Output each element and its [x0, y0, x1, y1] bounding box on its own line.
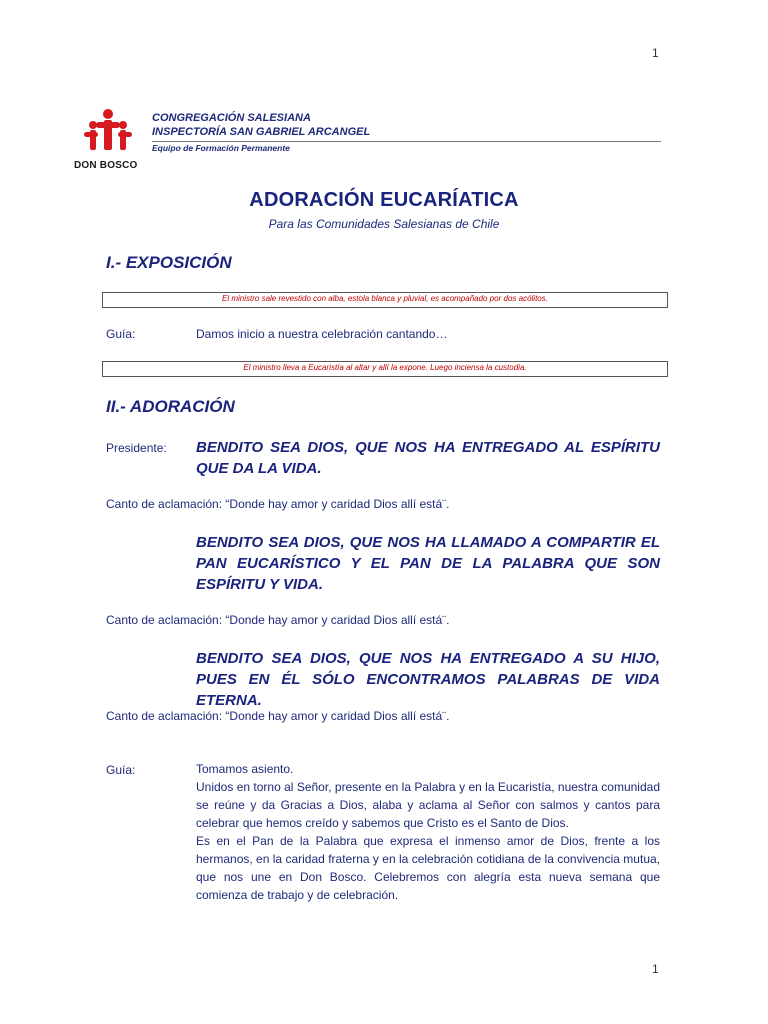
- guide-label-1: Guía:: [106, 327, 136, 341]
- header-line-1: CONGREGACIÓN SALESIANA: [152, 112, 311, 124]
- rubric-text-1: El ministro sale revestido con alba, estola blanca y pluvial, es acompañado por dos acólitos.: [222, 294, 548, 303]
- header-line-3: Equipo de Formación Permanente: [152, 143, 290, 153]
- page-number-top: 1: [652, 46, 659, 60]
- acclamation-3: Canto de aclamación: “Donde hay amor y caridad Dios allí está¨.: [106, 709, 450, 723]
- guide-paragraph-2: Es en el Pan de la Palabra que expresa el inmenso amor de Dios, frente a los hermanos, en la caridad fraterna y en la celebración cotidiana de la convivencia mutua, que nos une en Don Bosco. Celebremos con alegría esta nueva semana que comienza de trabajo y de celebración.: [196, 834, 660, 902]
- blessing-1: BENDITO SEA DIOS, QUE NOS HA ENTREGADO AL ESPÍRITU QUE DA LA VIDA.: [196, 439, 660, 477]
- page-subtitle: Para las Comunidades Salesianas de Chile: [268, 217, 500, 231]
- rubric-text-2: El ministro lleva a Eucaristía al altar y allí la expone. Luego inciensa la custodia.: [243, 363, 527, 372]
- section-1-heading: I.- EXPOSICIÓN: [106, 253, 232, 272]
- guide-block-2: [196, 760, 660, 904]
- acclamation-1: Canto de aclamación: “Donde hay amor y caridad Dios allí está¨.: [106, 497, 450, 511]
- don-bosco-logo: [74, 108, 144, 171]
- guide-paragraph-1: Unidos en torno al Señor, presente en la Palabra y en la Eucaristía, nuestra comunidad se reúne y da Gracias a Dios, alaba y aclama al Señor con salmos y cantos para celebrar que hemos creído y sabemos que Cristo es el Santo de Dios.: [196, 780, 660, 830]
- guide-text-1: Damos inicio a nuestra celebración cantando…: [196, 327, 448, 341]
- acclamation-2: Canto de aclamación: “Donde hay amor y caridad Dios allí está¨.: [106, 613, 450, 627]
- rubric-box-2: [102, 361, 668, 377]
- blessing-2: BENDITO SEA DIOS, QUE NOS HA LLAMADO A COMPARTIR EL PAN EUCARÍSTICO Y EL PAN DE LA PALABRA QUE SON ESPÍRITU Y VIDA.: [196, 534, 660, 593]
- guide-line-1: Tomamos asiento.: [196, 762, 294, 776]
- blessing-3: BENDITO SEA DIOS, QUE NOS HA ENTREGADO A SU HIJO, PUES EN ÉL SÓLO ENCONTRAMOS PALABRAS DE VIDA ETERNA.: [196, 650, 660, 709]
- president-label: Presidente:: [106, 441, 167, 455]
- don-bosco-figures-icon: [74, 108, 144, 154]
- logo-label: DON BOSCO: [74, 160, 138, 171]
- header-divider: [152, 141, 661, 142]
- rubric-box-1: [102, 292, 668, 308]
- section-2-heading: II.- ADORACIÓN: [106, 397, 235, 416]
- header-line-2: INSPECTORÍA SAN GABRIEL ARCANGEL: [152, 126, 371, 138]
- page-title: ADORACIÓN EUCARÍATICA: [249, 189, 519, 211]
- page-number-bottom: 1: [652, 962, 659, 976]
- guide-label-2: Guía:: [106, 763, 136, 777]
